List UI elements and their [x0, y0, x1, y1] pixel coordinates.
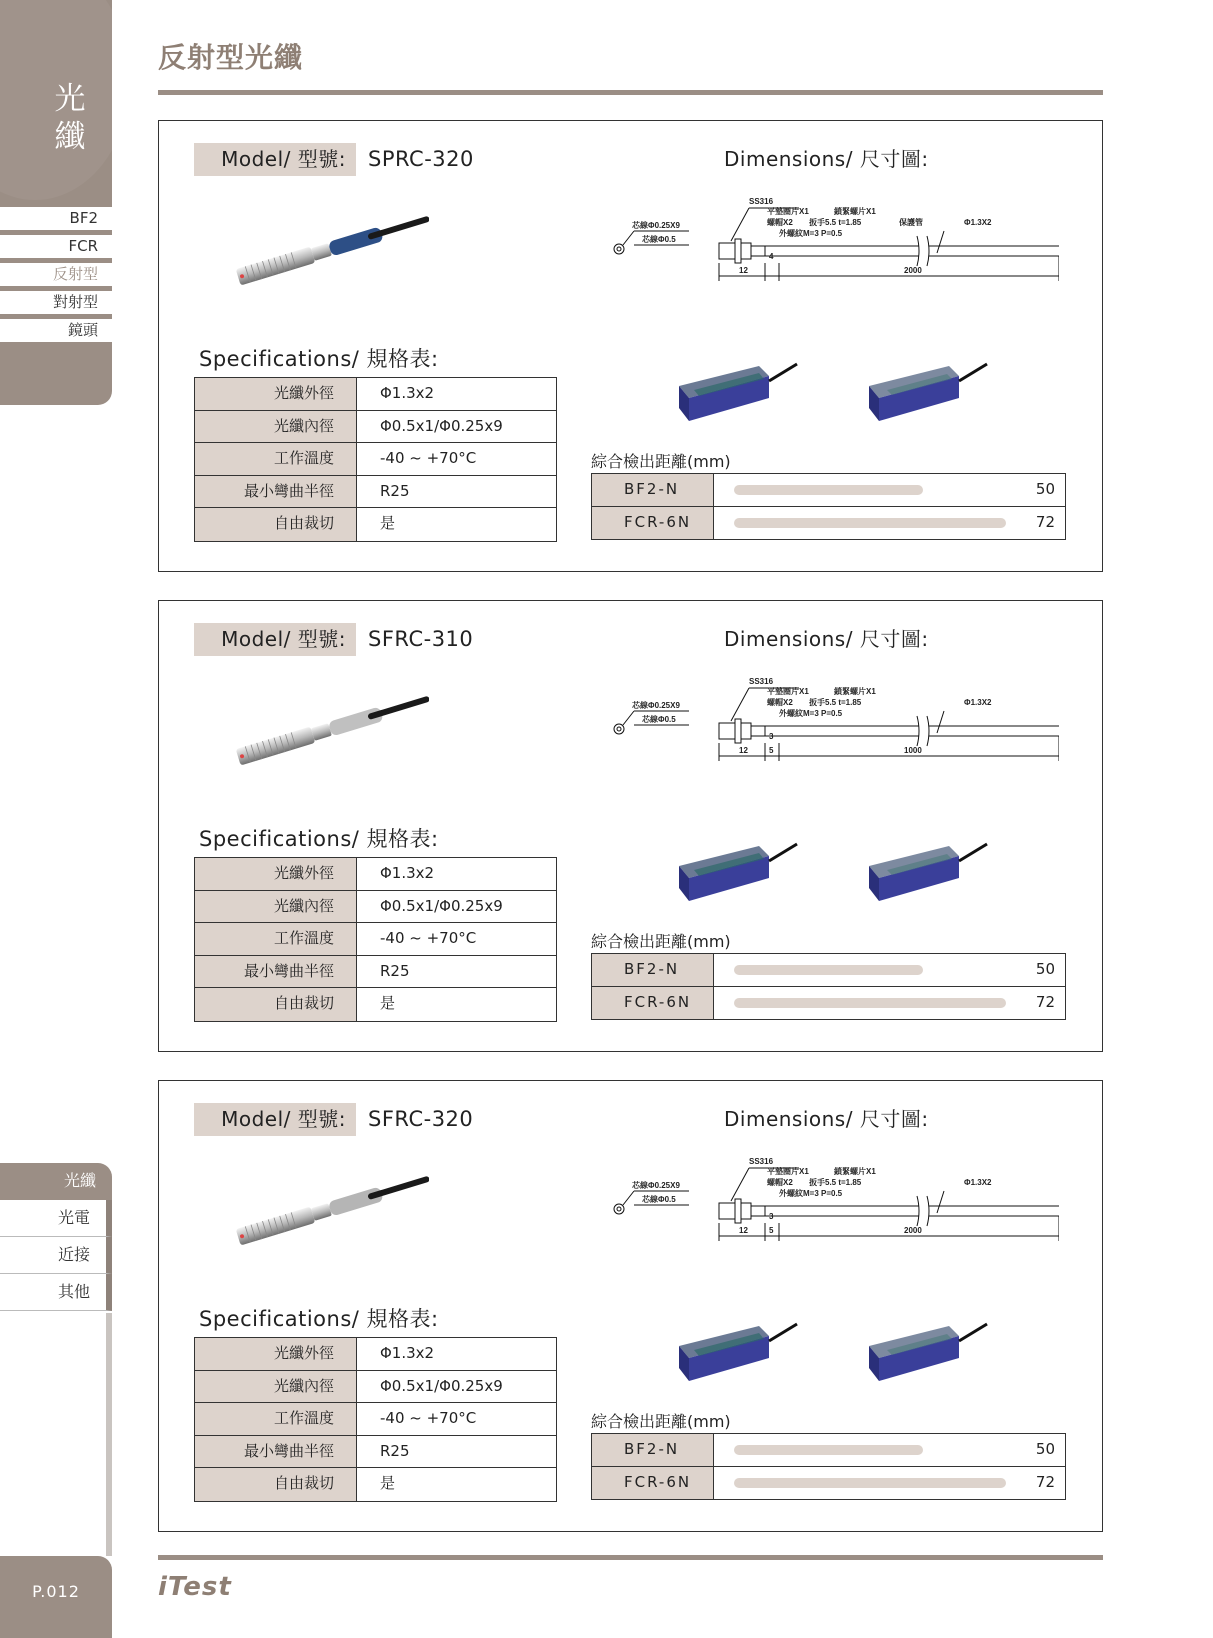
category-nav: [0, 1163, 112, 1311]
distance-bar: [734, 1445, 923, 1455]
spec-row: [195, 508, 556, 541]
spec-key: 自由裁切: [195, 508, 357, 541]
drawing-label-thread: 外螺紋M=3 P=0.5: [779, 709, 843, 718]
spec-label: Specifications/ 規格表:: [199, 347, 439, 371]
fiber-probe-image: [229, 1156, 429, 1251]
drawing-dim-length: 1000: [904, 746, 922, 755]
drawing-dim-12: 12: [739, 266, 748, 275]
spec-key: 最小彎曲半徑: [195, 476, 357, 508]
amplifier-image-2: [859, 826, 989, 906]
distance-label: 綜合檢出距離(mm): [591, 932, 731, 951]
spec-value: Φ1.3x2: [380, 384, 435, 402]
amplifier-image-2: [859, 346, 989, 426]
spec-key: 最小彎曲半徑: [195, 956, 357, 988]
drawing-dim-height: 4: [769, 252, 774, 261]
distance-bar-track: [714, 987, 1065, 1020]
drawing-label-core2: 芯線Φ0.5: [642, 235, 676, 244]
spec-row: [195, 923, 556, 956]
spec-label: Specifications/ 規格表:: [199, 827, 439, 851]
spec-value: -40 ~ +70°C: [380, 929, 477, 947]
category-photoelectric[interactable]: 光電: [0, 1200, 112, 1237]
footer-rule: [158, 1555, 1103, 1560]
distance-bar-track: [714, 507, 1065, 540]
drawing-label-washer: 平墊圈片X1: [767, 1167, 809, 1176]
spec-key: 自由裁切: [195, 1468, 357, 1501]
category-other[interactable]: 其他: [0, 1274, 112, 1311]
drawing-label-lock: 鎖緊螺片X1: [834, 687, 876, 696]
sidebar-subnav: [0, 207, 112, 347]
drawing-label-material: SS316: [749, 677, 774, 686]
distance-bar-track: [714, 1467, 1065, 1500]
drawing-label-core1: 芯線Φ0.25X9: [632, 221, 680, 230]
distance-bar-track: [714, 1434, 1065, 1466]
distance-value: 50: [1035, 480, 1055, 498]
spec-value: R25: [380, 1441, 410, 1460]
distance-row: [592, 507, 1065, 540]
model-label: Model/ 型號:: [194, 1103, 356, 1136]
distance-bar: [734, 485, 923, 495]
spec-value: 是: [380, 1474, 396, 1492]
spec-key: 光纖外徑: [195, 858, 357, 890]
spec-row: [195, 891, 556, 924]
drawing-label-core2: 芯線Φ0.5: [642, 715, 676, 724]
drawing-label-sleeve: 保護管: [899, 218, 923, 227]
drawing-label-thread: 外螺紋M=3 P=0.5: [779, 229, 843, 238]
spec-value: R25: [380, 961, 410, 980]
spec-value: Φ0.5x1/Φ0.25x9: [380, 1376, 503, 1395]
drawing-label-diameter: Φ1.3X2: [964, 698, 992, 707]
sidebar-strip: [106, 1313, 112, 1556]
distance-label: 綜合檢出距離(mm): [591, 1412, 731, 1431]
spec-value: R25: [380, 481, 410, 500]
drawing-label-material: SS316: [749, 1157, 774, 1166]
amplifier-image-2: [859, 1306, 989, 1386]
product-panel: [158, 600, 1103, 1052]
drawing-label-lock: 鎖緊螺片X1: [834, 1167, 876, 1176]
sidebar-item-reflective[interactable]: 反射型: [0, 263, 112, 291]
dimension-drawing: [599, 191, 1059, 306]
spec-key: 光纖內徑: [195, 891, 357, 923]
drawing-label-washer: 平墊圈片X1: [767, 207, 809, 216]
spec-row: [195, 858, 556, 891]
amplifier-image-1: [669, 346, 799, 426]
spec-value: 是: [380, 994, 396, 1012]
amplifier-name: FCR-6N: [592, 1467, 714, 1500]
product-panel: [158, 1080, 1103, 1532]
spec-key: 工作溫度: [195, 923, 357, 955]
drawing-label-thread: 外螺紋M=3 P=0.5: [779, 1189, 843, 1198]
amplifier-image-1: [669, 826, 799, 906]
spec-key: 光纖外徑: [195, 378, 357, 410]
drawing-label-wrench: 扳手5.5 t=1.85: [809, 698, 862, 707]
spec-row: [195, 956, 556, 989]
sidebar-item-fcr[interactable]: FCR: [0, 235, 112, 263]
distance-label: 綜合檢出距離(mm): [591, 452, 731, 471]
category-proximity[interactable]: 近接: [0, 1237, 112, 1274]
page-number: P.012: [0, 1556, 112, 1638]
drawing-dim-5: 5: [769, 1226, 774, 1235]
spec-table: [194, 857, 557, 1022]
drawing-dim-12: 12: [739, 1226, 748, 1235]
distance-bar: [734, 1478, 1006, 1488]
spec-table: [194, 1337, 557, 1502]
sidebar-title-line1: 光: [54, 81, 86, 117]
drawing-label-lock: 鎖緊螺片X1: [834, 207, 876, 216]
distance-bar: [734, 518, 1006, 528]
spec-value: Φ1.3x2: [380, 1344, 435, 1362]
model-code: SPRC-320: [368, 147, 474, 171]
dimensions-label: Dimensions/ 尺寸圖:: [724, 147, 929, 171]
drawing-dim-length: 2000: [904, 1226, 922, 1235]
spec-value: Φ1.3x2: [380, 864, 435, 882]
spec-table: [194, 377, 557, 542]
spec-value: -40 ~ +70°C: [380, 1409, 477, 1427]
distance-row: [592, 1434, 1065, 1467]
distance-row: [592, 954, 1065, 987]
drawing-dim-5: 5: [769, 746, 774, 755]
dimension-drawing: [599, 1151, 1059, 1266]
sidebar-title-line2: 纖: [54, 119, 86, 155]
amplifier-name: FCR-6N: [592, 507, 714, 540]
amplifier-name: BF2-N: [592, 1434, 714, 1466]
spec-row: [195, 1468, 556, 1501]
distance-value: 72: [1035, 512, 1055, 531]
sidebar-item-lens[interactable]: 鏡頭: [0, 319, 112, 347]
distance-row: [592, 987, 1065, 1020]
distance-table: [591, 473, 1066, 540]
spec-row: [195, 443, 556, 476]
spec-row: [195, 1371, 556, 1404]
spec-value: 是: [380, 514, 396, 532]
spec-value: -40 ~ +70°C: [380, 449, 477, 467]
model-label: Model/ 型號:: [194, 623, 356, 656]
amplifier-name: FCR-6N: [592, 987, 714, 1020]
product-panel: [158, 120, 1103, 572]
sidebar-title: [0, 80, 112, 156]
drawing-dim-12: 12: [739, 746, 748, 755]
drawing-label-diameter: Φ1.3X2: [964, 1178, 992, 1187]
spec-value: Φ0.5x1/Φ0.25x9: [380, 896, 503, 915]
amplifier-name: BF2-N: [592, 474, 714, 506]
model-code: SFRC-320: [368, 1107, 474, 1131]
amplifier-name: BF2-N: [592, 954, 714, 986]
drawing-label-material: SS316: [749, 197, 774, 206]
distance-value: 50: [1035, 1440, 1055, 1458]
drawing-label-nut: 螺帽X2: [767, 1178, 793, 1187]
drawing-label-diameter: Φ1.3X2: [964, 218, 992, 227]
dimensions-label: Dimensions/ 尺寸圖:: [724, 1107, 929, 1131]
distance-bar-track: [714, 954, 1065, 986]
spec-row: [195, 1338, 556, 1371]
category-fiber[interactable]: 光纖: [0, 1163, 112, 1200]
drawing-label-nut: 螺帽X2: [767, 698, 793, 707]
sidebar-item-bf2[interactable]: BF2: [0, 207, 112, 235]
distance-table: [591, 1433, 1066, 1500]
spec-row: [195, 411, 556, 444]
distance-row: [592, 474, 1065, 507]
distance-value: 50: [1035, 960, 1055, 978]
drawing-label-wrench: 扳手5.5 t=1.85: [809, 218, 862, 227]
spec-key: 工作溫度: [195, 443, 357, 475]
model-code: SFRC-310: [368, 627, 474, 651]
spec-label: Specifications/ 規格表:: [199, 1307, 439, 1331]
spec-row: [195, 988, 556, 1021]
drawing-label-wrench: 扳手5.5 t=1.85: [809, 1178, 862, 1187]
spec-key: 自由裁切: [195, 988, 357, 1021]
drawing-label-washer: 平墊圈片X1: [767, 687, 809, 696]
distance-value: 72: [1035, 992, 1055, 1011]
distance-value: 72: [1035, 1472, 1055, 1491]
spec-row: [195, 476, 556, 509]
spec-key: 最小彎曲半徑: [195, 1436, 357, 1468]
brand-logo: iTest: [158, 1572, 232, 1602]
model-label: Model/ 型號:: [194, 143, 356, 176]
distance-bar: [734, 965, 923, 975]
spec-row: [195, 378, 556, 411]
fiber-probe-image: [229, 196, 429, 291]
drawing-dim-length: 2000: [904, 266, 922, 275]
drawing-dim-height: 3: [769, 732, 774, 741]
distance-bar: [734, 998, 1006, 1008]
fiber-probe-image: [229, 676, 429, 771]
drawing-label-core2: 芯線Φ0.5: [642, 1195, 676, 1204]
distance-bar-track: [714, 474, 1065, 506]
page-title: 反射型光纖: [158, 41, 304, 74]
spec-key: 光纖外徑: [195, 1338, 357, 1370]
spec-key: 光纖內徑: [195, 1371, 357, 1403]
spec-key: 光纖內徑: [195, 411, 357, 443]
drawing-label-nut: 螺帽X2: [767, 218, 793, 227]
spec-key: 工作溫度: [195, 1403, 357, 1435]
amplifier-image-1: [669, 1306, 799, 1386]
sidebar-section: [0, 0, 112, 405]
dimension-drawing: [599, 671, 1059, 786]
drawing-label-core1: 芯線Φ0.25X9: [632, 1181, 680, 1190]
sidebar-item-through-beam[interactable]: 對射型: [0, 291, 112, 319]
header-rule: [158, 90, 1103, 95]
drawing-label-core1: 芯線Φ0.25X9: [632, 701, 680, 710]
distance-row: [592, 1467, 1065, 1500]
distance-table: [591, 953, 1066, 1020]
spec-row: [195, 1403, 556, 1436]
spec-value: Φ0.5x1/Φ0.25x9: [380, 416, 503, 435]
spec-row: [195, 1436, 556, 1469]
drawing-dim-height: 3: [769, 1212, 774, 1221]
dimensions-label: Dimensions/ 尺寸圖:: [724, 627, 929, 651]
